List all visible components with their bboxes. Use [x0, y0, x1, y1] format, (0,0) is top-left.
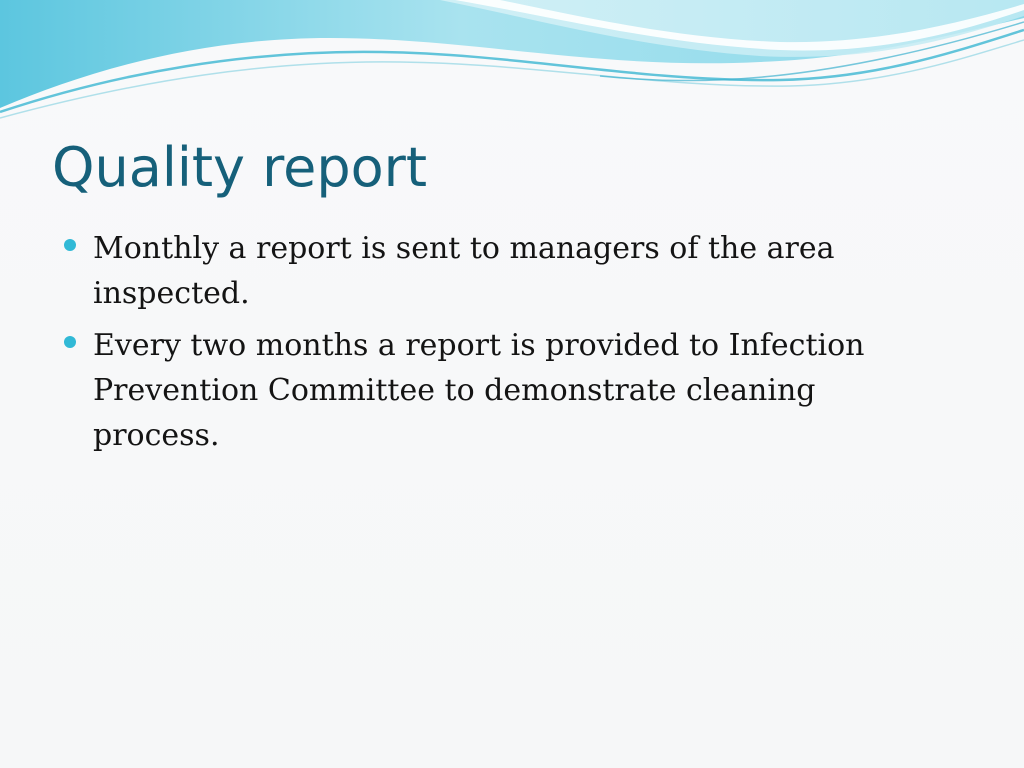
- bullet-icon: [64, 336, 76, 348]
- slide-title: Quality report: [52, 136, 428, 199]
- header-wave-decoration: [0, 0, 1024, 130]
- bullet-text: Every two months a report is provided to Infection Prevention Committee to demonstrate cleaning process.: [93, 328, 865, 453]
- bullet-item: [64, 226, 924, 316]
- bullet-list: [64, 226, 924, 465]
- bullet-text: Monthly a report is sent to managers of the area inspected.: [93, 231, 835, 311]
- bullet-icon: [64, 239, 76, 251]
- bullet-item: [64, 323, 924, 458]
